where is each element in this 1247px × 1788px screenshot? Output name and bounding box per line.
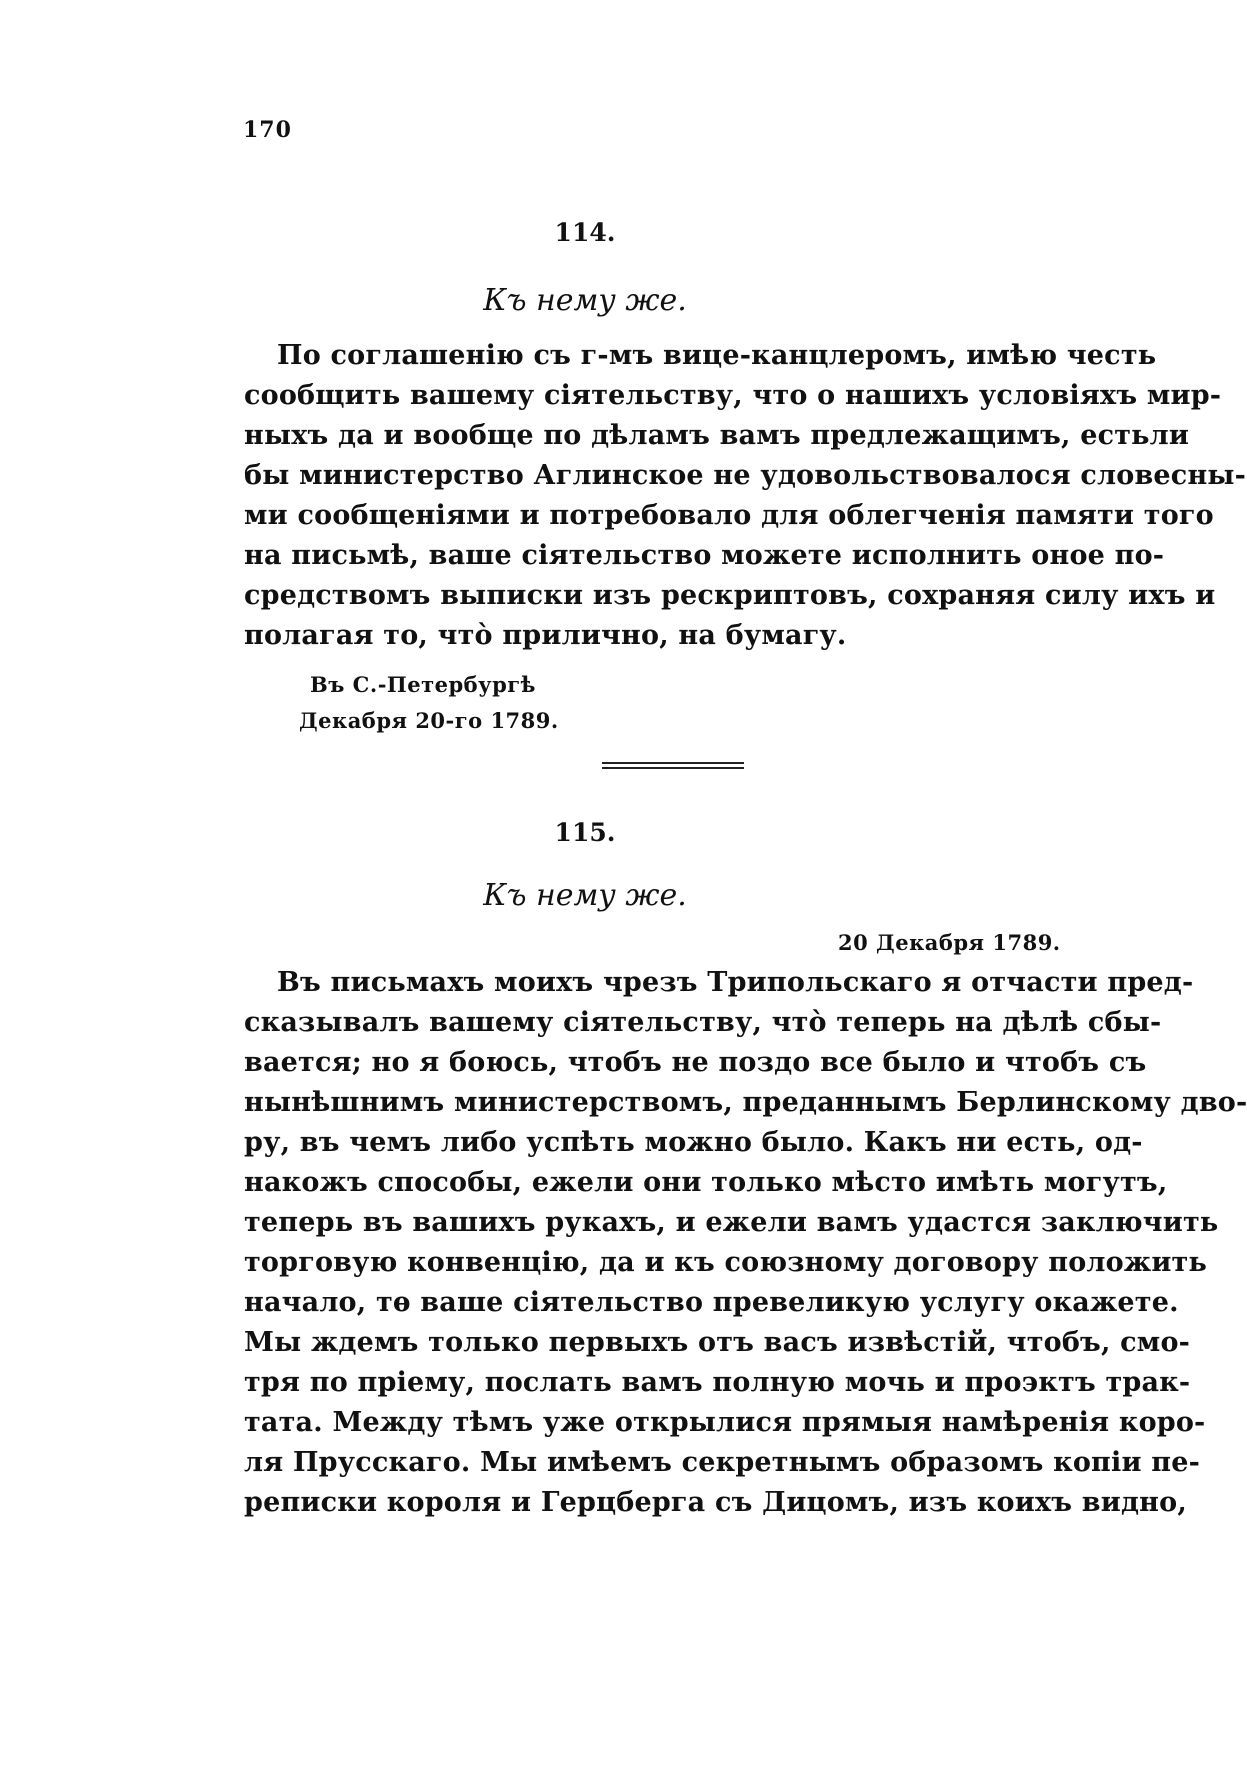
text-line: теперь въ вашихъ рукахъ, и ежели вамъ удастся заключить [244, 1207, 1219, 1238]
text-line: торговую конвенцію, да и къ союзному договору положить [244, 1247, 1208, 1278]
letter-number: 115. [554, 818, 616, 847]
text-line: вается; но я боюсь, чтобъ не поздо все было и чтобъ съ [244, 1047, 1147, 1078]
text-line: тата. Между тѣмъ уже открылися прямыя намѣренія коро- [244, 1407, 1206, 1438]
text-line: начало, тѳ ваше сіятельство превеликую услугу окажете. [244, 1287, 1179, 1318]
text-line: сказывалъ вашему сіятельству, чтò теперь на дѣлѣ сбы- [244, 1007, 1162, 1038]
text-line: Мы ждемъ только первыхъ отъ васъ извѣстій, чтобъ, смо- [244, 1327, 1191, 1358]
section-divider [602, 762, 744, 769]
text-line: накожъ способы, ежели они только мѣсто имѣть могутъ, [244, 1167, 1168, 1198]
text-line: ми сообщеніями и потребовало для облегченія памяти того [244, 500, 1214, 531]
text-line: сообщить вашему сіятельству, что о нашихъ условіяхъ мир- [244, 380, 1222, 411]
text-line: бы министерство Аглинское не удовольствовалося словесны- [244, 460, 1247, 491]
letter-place: Въ С.-Петербургѣ [310, 672, 536, 697]
page-number: 170 [243, 117, 292, 143]
text-line: полагая то, чтò прилично, на бумагу. [244, 620, 847, 651]
text-line: По соглашенію съ г-мъ вице-канцлеромъ, имѣю честь [277, 340, 1157, 371]
text-line: Въ письмахъ моихъ чрезъ Трипольскаго я отчасти пред- [277, 967, 1194, 998]
letter-addressee: Къ нему же. [483, 283, 687, 318]
text-line: нынѣшнимъ министерствомъ, преданнымъ Берлинскому дво- [244, 1087, 1247, 1118]
text-line: ля Прусскаго. Мы имѣемъ секретнымъ образомъ копіи пе- [244, 1447, 1201, 1478]
text-line: средствомъ выписки изъ рескриптовъ, сохраняя силу ихъ и [244, 580, 1216, 611]
letter-date: 20 Декабря 1789. [838, 930, 1061, 955]
text-line: ныхъ да и вообще по дѣламъ вамъ предлежащимъ, естьли [244, 420, 1190, 451]
text-line: ру, въ чемъ либо успѣть можно было. Какъ ни есть, од- [244, 1127, 1143, 1158]
text-line: тря по пріему, послать вамъ полную мочь и проэктъ трак- [244, 1367, 1191, 1398]
text-line: на письмѣ, ваше сіятельство можете исполнить оное по- [244, 540, 1165, 571]
letter-addressee: Къ нему же. [483, 878, 687, 913]
letter-number: 114. [554, 218, 616, 247]
text-line: реписки короля и Герцберга съ Дицомъ, изъ коихъ видно, [244, 1487, 1187, 1518]
letter-date: Декабря 20-го 1789. [299, 708, 559, 733]
